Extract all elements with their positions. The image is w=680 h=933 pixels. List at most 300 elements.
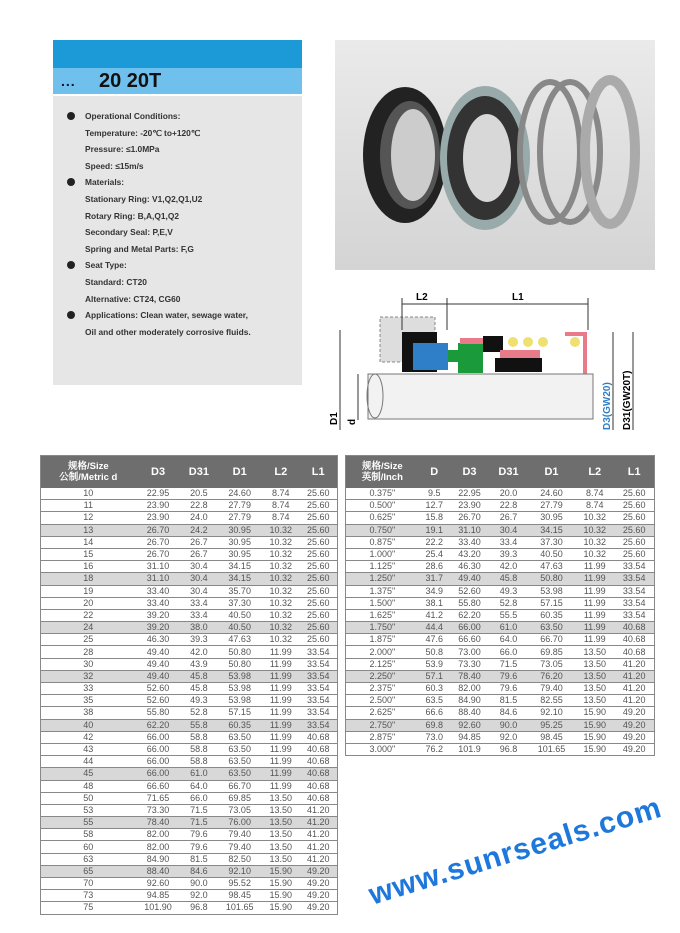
column-header: D3: [136, 456, 181, 489]
spec-item: Stationary Ring: V1,Q2,Q1,U2: [85, 193, 203, 204]
table-cell: 10.32: [262, 548, 299, 560]
table-cell: 15.8: [419, 512, 450, 524]
table-cell: 40.68: [299, 743, 337, 755]
spec-heading: Operational Conditions:: [67, 108, 296, 125]
table-cell: 62.20: [450, 609, 489, 621]
table-cell: 96.8: [489, 743, 528, 755]
table-cell: 66.00: [136, 768, 181, 780]
table-cell: 25.60: [299, 524, 337, 536]
table-cell: 45.8: [180, 670, 217, 682]
table-cell: 79.40: [528, 683, 575, 695]
table-cell: 33.54: [614, 597, 654, 609]
table-cell: 20.5: [180, 488, 217, 500]
table-cell: 30.95: [528, 512, 575, 524]
table-cell: 0.750": [346, 524, 419, 536]
table-cell: 58.8: [180, 756, 217, 768]
table-cell: 49.3: [489, 585, 528, 597]
table-row: [41, 695, 338, 707]
table-cell: 33: [41, 683, 136, 695]
table-cell: 63.50: [217, 731, 262, 743]
table-cell: 55.5: [489, 609, 528, 621]
table-cell: 0.625": [346, 512, 419, 524]
table-cell: 25.60: [299, 548, 337, 560]
table-cell: 40.68: [299, 780, 337, 792]
table-cell: 41.20: [299, 829, 337, 841]
table-cell: 30.4: [180, 561, 217, 573]
table-cell: 79.6: [489, 670, 528, 682]
table-cell: 18: [41, 573, 136, 585]
table-cell: 90.0: [489, 719, 528, 731]
table-cell: 25: [41, 634, 136, 646]
table-cell: 38.1: [419, 597, 450, 609]
table-cell: 15.90: [262, 890, 299, 902]
table-row: [41, 670, 338, 682]
table-cell: 101.90: [136, 902, 181, 914]
diagram-label-d: d: [347, 418, 358, 425]
table-row: [346, 719, 655, 731]
table-cell: 1.250": [346, 573, 419, 585]
table-row: [346, 634, 655, 646]
spec-heading: Seat Type:: [67, 257, 296, 274]
table-cell: 57.15: [528, 597, 575, 609]
table-cell: 49.40: [136, 658, 181, 670]
header-bar: [53, 40, 302, 68]
table-cell: 11.99: [575, 622, 614, 634]
table-cell: 37.30: [528, 536, 575, 548]
table-cell: 11.99: [262, 670, 299, 682]
table-cell: 31.7: [419, 573, 450, 585]
table-row: [41, 524, 338, 536]
table-cell: 15.90: [575, 719, 614, 731]
table-cell: 60: [41, 841, 136, 853]
spec-item: Pressure: ≤1.0MPa: [85, 144, 160, 155]
table-row: [41, 573, 338, 585]
table-cell: 25.60: [614, 500, 654, 512]
table-cell: 78.40: [136, 817, 181, 829]
table-cell: 40.68: [614, 646, 654, 658]
table-cell: 40.50: [217, 609, 262, 621]
table-cell: 82.00: [136, 829, 181, 841]
table-cell: 79.6: [180, 841, 217, 853]
table-cell: 26.70: [136, 536, 181, 548]
table-cell: 20.0: [489, 488, 528, 500]
table-row: [346, 683, 655, 695]
table-cell: 11.99: [262, 743, 299, 755]
table-cell: 10.32: [575, 512, 614, 524]
table-cell: 66.60: [450, 634, 489, 646]
table-cell: 47.6: [419, 634, 450, 646]
table-cell: 70: [41, 878, 136, 890]
table-row: [41, 548, 338, 560]
table-cell: 39.3: [180, 634, 217, 646]
table-cell: 10.32: [262, 561, 299, 573]
table-cell: 49.40: [136, 646, 181, 658]
table-cell: 101.65: [217, 902, 262, 914]
table-row: [41, 719, 338, 731]
table-cell: 25.60: [614, 524, 654, 536]
table-cell: 34.15: [528, 524, 575, 536]
table-cell: 23.90: [136, 512, 181, 524]
table-cell: 11.99: [262, 646, 299, 658]
table-cell: 24.60: [217, 488, 262, 500]
table-cell: 69.8: [419, 719, 450, 731]
table-cell: 63.5: [419, 695, 450, 707]
table-row: [346, 561, 655, 573]
table-cell: 66.70: [217, 780, 262, 792]
table-cell: 73.0: [419, 731, 450, 743]
table-cell: 73.30: [450, 658, 489, 670]
table-cell: 65: [41, 865, 136, 877]
table-cell: 76.2: [419, 743, 450, 755]
table-cell: 66.0: [489, 646, 528, 658]
table-row: [41, 488, 338, 500]
table-cell: 30.95: [217, 548, 262, 560]
table-cell: 66.00: [136, 756, 181, 768]
table-cell: 55.80: [136, 707, 181, 719]
column-header: 规格/Size 英制/Inch: [346, 456, 419, 489]
table-cell: 45: [41, 768, 136, 780]
table-cell: 81.5: [180, 853, 217, 865]
diagram-label-d1: D1: [330, 412, 340, 425]
table-cell: 11.99: [262, 756, 299, 768]
table-cell: 15.90: [575, 707, 614, 719]
table-cell: 41.20: [614, 683, 654, 695]
table-cell: 33.40: [136, 597, 181, 609]
spec-item: Secondary Seal: P,E,V: [85, 227, 173, 238]
table-cell: 94.85: [450, 731, 489, 743]
table-cell: 10.32: [575, 524, 614, 536]
table-cell: 84.6: [489, 707, 528, 719]
table-row: [41, 622, 338, 634]
table-cell: 30.95: [217, 536, 262, 548]
table-cell: 66.6: [419, 707, 450, 719]
table-cell: 11.99: [575, 561, 614, 573]
table-cell: 40.68: [614, 634, 654, 646]
table-cell: 41.20: [614, 658, 654, 670]
table-row: [346, 658, 655, 670]
table-cell: 95.25: [528, 719, 575, 731]
table-cell: 25.60: [299, 488, 337, 500]
table-cell: 42: [41, 731, 136, 743]
table-row: [41, 561, 338, 573]
table-row: [346, 488, 655, 500]
table-cell: 25.60: [299, 609, 337, 621]
column-header: D: [419, 456, 450, 489]
table-cell: 40.68: [299, 756, 337, 768]
table-cell: 25.60: [299, 585, 337, 597]
table-cell: 60.35: [528, 609, 575, 621]
table-cell: 30.4: [180, 573, 217, 585]
table-row: [41, 756, 338, 768]
table-cell: 24.2: [180, 524, 217, 536]
column-header: L2: [575, 456, 614, 489]
table-cell: 92.0: [489, 731, 528, 743]
table-row: [346, 512, 655, 524]
table-row: [41, 780, 338, 792]
table-cell: 8.74: [262, 512, 299, 524]
column-header: D31: [489, 456, 528, 489]
column-header: D1: [217, 456, 262, 489]
column-header: D1: [528, 456, 575, 489]
table-row: [41, 743, 338, 755]
table-cell: 40.68: [299, 792, 337, 804]
table-cell: 1.125": [346, 561, 419, 573]
table-cell: 37.30: [217, 597, 262, 609]
table-row: [346, 646, 655, 658]
table-cell: 92.60: [136, 878, 181, 890]
table-cell: 19: [41, 585, 136, 597]
table-cell: 13.50: [575, 695, 614, 707]
table-cell: 40.50: [217, 622, 262, 634]
table-cell: 49.20: [614, 743, 654, 755]
table-row: [346, 548, 655, 560]
table-cell: 66.00: [136, 743, 181, 755]
table-cell: 63.50: [217, 756, 262, 768]
table-cell: 58.8: [180, 731, 217, 743]
table-cell: 2.875": [346, 731, 419, 743]
table-cell: 25.60: [299, 573, 337, 585]
table-cell: 33.54: [614, 609, 654, 621]
table-cell: 63: [41, 853, 136, 865]
table-cell: 52.60: [450, 585, 489, 597]
table-cell: 2.625": [346, 707, 419, 719]
table-cell: 44: [41, 756, 136, 768]
table-cell: 61.0: [489, 622, 528, 634]
table-cell: 2.000": [346, 646, 419, 658]
table-row: [41, 792, 338, 804]
table-cell: 12: [41, 512, 136, 524]
table-cell: 33.54: [299, 707, 337, 719]
table-row: [41, 878, 338, 890]
table-cell: 11.99: [262, 719, 299, 731]
table-cell: 50.80: [217, 646, 262, 658]
table-cell: 41.20: [614, 695, 654, 707]
table-cell: 82.00: [450, 683, 489, 695]
table-cell: 71.5: [180, 817, 217, 829]
table-cell: 11.99: [262, 658, 299, 670]
table-cell: 71.5: [489, 658, 528, 670]
table-cell: 1.000": [346, 548, 419, 560]
table-cell: 10.32: [262, 524, 299, 536]
table-cell: 26.70: [450, 512, 489, 524]
table-cell: 50.80: [217, 658, 262, 670]
table-cell: 53.98: [217, 695, 262, 707]
table-cell: 23.90: [136, 500, 181, 512]
table-cell: 26.70: [136, 524, 181, 536]
table-cell: 76.00: [217, 817, 262, 829]
table-cell: 13.50: [262, 853, 299, 865]
seal-photo-illustration: [335, 40, 655, 270]
column-header: D31: [180, 456, 217, 489]
table-cell: 49.40: [136, 670, 181, 682]
table-cell: 79.6: [489, 683, 528, 695]
table-cell: 15.90: [575, 743, 614, 755]
table-row: [41, 865, 338, 877]
table-cell: 43.9: [180, 658, 217, 670]
table-cell: 16: [41, 561, 136, 573]
table-cell: 2.250": [346, 670, 419, 682]
table-row: [346, 573, 655, 585]
table-cell: 11.99: [262, 695, 299, 707]
table-cell: 13.50: [575, 670, 614, 682]
table-cell: 15.90: [262, 865, 299, 877]
table-cell: 52.60: [136, 683, 181, 695]
diagram-label-l2: L2: [416, 292, 428, 303]
table-cell: 1.625": [346, 609, 419, 621]
table-cell: 81.5: [489, 695, 528, 707]
table-cell: 26.7: [180, 548, 217, 560]
table-cell: 39.3: [489, 548, 528, 560]
table-cell: 34.9: [419, 585, 450, 597]
table-cell: 53.98: [217, 683, 262, 695]
table-cell: 40.68: [299, 768, 337, 780]
table-row: [346, 670, 655, 682]
table-cell: 25.60: [299, 622, 337, 634]
table-cell: 10: [41, 488, 136, 500]
table-cell: 49.3: [180, 695, 217, 707]
table-row: [346, 731, 655, 743]
table-cell: 66.0: [180, 792, 217, 804]
table-cell: 79.6: [180, 829, 217, 841]
table-cell: 46.30: [450, 561, 489, 573]
table-cell: 84.90: [450, 695, 489, 707]
column-header: L2: [262, 456, 299, 489]
table-cell: 33.54: [299, 658, 337, 670]
table-cell: 20: [41, 597, 136, 609]
table-cell: 55.80: [450, 597, 489, 609]
table-cell: 26.7: [180, 536, 217, 548]
table-cell: 39.20: [136, 622, 181, 634]
table-cell: 38.0: [180, 622, 217, 634]
table-cell: 41.2: [419, 609, 450, 621]
table-cell: 1.875": [346, 634, 419, 646]
table-cell: 33.4: [489, 536, 528, 548]
table-row: [346, 743, 655, 755]
table-cell: 26.7: [489, 512, 528, 524]
table-cell: 2.500": [346, 695, 419, 707]
table-cell: 98.45: [528, 731, 575, 743]
watermark: www.sunrseals.com: [365, 791, 666, 912]
table-cell: 49.20: [299, 865, 337, 877]
table-cell: 1.500": [346, 597, 419, 609]
table-cell: 14: [41, 536, 136, 548]
table-cell: 13.50: [575, 646, 614, 658]
column-header: L1: [299, 456, 337, 489]
table-cell: 11.99: [262, 683, 299, 695]
table-row: [41, 731, 338, 743]
table-cell: 13.50: [575, 683, 614, 695]
table-cell: 88.40: [136, 865, 181, 877]
table-cell: 101.65: [528, 743, 575, 755]
table-row: [41, 500, 338, 512]
table-row: [41, 768, 338, 780]
table-cell: 30.95: [217, 524, 262, 536]
table-cell: 25.4: [419, 548, 450, 560]
table-cell: 55: [41, 817, 136, 829]
table-cell: 49.40: [450, 573, 489, 585]
table-cell: 88.40: [450, 707, 489, 719]
table-row: [346, 695, 655, 707]
table-cell: 26.70: [136, 548, 181, 560]
table-cell: 73.00: [450, 646, 489, 658]
table-cell: 50.80: [528, 573, 575, 585]
table-cell: 73.05: [528, 658, 575, 670]
spec-item: Standard: CT20: [85, 276, 147, 287]
table-cell: 96.8: [180, 902, 217, 914]
table-cell: 22.2: [419, 536, 450, 548]
title-dots: ...: [61, 73, 76, 89]
table-cell: 12.7: [419, 500, 450, 512]
column-header: D3: [450, 456, 489, 489]
spec-heading: Materials:: [67, 174, 296, 191]
table-cell: 40.68: [614, 622, 654, 634]
table-cell: 1.750": [346, 622, 419, 634]
table-cell: 73: [41, 890, 136, 902]
table-cell: 23.90: [450, 500, 489, 512]
table-cell: 52.8: [489, 597, 528, 609]
diagram-label-d3: D3(GW20): [602, 382, 613, 430]
table-cell: 31.10: [136, 573, 181, 585]
table-cell: 53.98: [217, 670, 262, 682]
table-cell: 62.20: [136, 719, 181, 731]
table-cell: 11.99: [575, 573, 614, 585]
table-cell: 11.99: [262, 768, 299, 780]
table-cell: 13.50: [262, 817, 299, 829]
table-cell: 34.15: [217, 561, 262, 573]
table-row: [346, 609, 655, 621]
table-cell: 49.20: [614, 707, 654, 719]
table-cell: 15: [41, 548, 136, 560]
table-cell: 0.875": [346, 536, 419, 548]
table-cell: 60.3: [419, 683, 450, 695]
table-cell: 25.60: [614, 512, 654, 524]
table-row: [346, 585, 655, 597]
table-cell: 25.60: [299, 500, 337, 512]
table-row: [41, 536, 338, 548]
table-cell: 44.4: [419, 622, 450, 634]
table-cell: 30.4: [489, 524, 528, 536]
table-cell: 10.32: [262, 609, 299, 621]
table-cell: 27.79: [217, 500, 262, 512]
spec-item: Spring and Metal Parts: F,G: [85, 243, 194, 254]
table-cell: 84.6: [180, 865, 217, 877]
table-cell: 0.375": [346, 488, 419, 500]
table-cell: 53: [41, 804, 136, 816]
table-cell: 75: [41, 902, 136, 914]
table-cell: 11.99: [262, 780, 299, 792]
table-cell: 33.54: [299, 646, 337, 658]
table-cell: 22: [41, 609, 136, 621]
table-cell: 22.95: [136, 488, 181, 500]
table-cell: 1.375": [346, 585, 419, 597]
table-cell: 19.1: [419, 524, 450, 536]
spec-panel: [53, 40, 302, 385]
table-cell: 33.54: [299, 670, 337, 682]
table-cell: 57.1: [419, 670, 450, 682]
table-cell: 10.32: [262, 536, 299, 548]
table-cell: 10.32: [575, 536, 614, 548]
table-cell: 15.90: [262, 878, 299, 890]
table-cell: 10.32: [262, 634, 299, 646]
table-cell: 11.99: [262, 707, 299, 719]
spec-list: [53, 96, 302, 340]
table-cell: 49.20: [299, 890, 337, 902]
table-cell: 38: [41, 707, 136, 719]
table-cell: 9.5: [419, 488, 450, 500]
title-bar: [53, 68, 302, 96]
table-cell: 15.90: [575, 731, 614, 743]
table-cell: 45.8: [489, 573, 528, 585]
